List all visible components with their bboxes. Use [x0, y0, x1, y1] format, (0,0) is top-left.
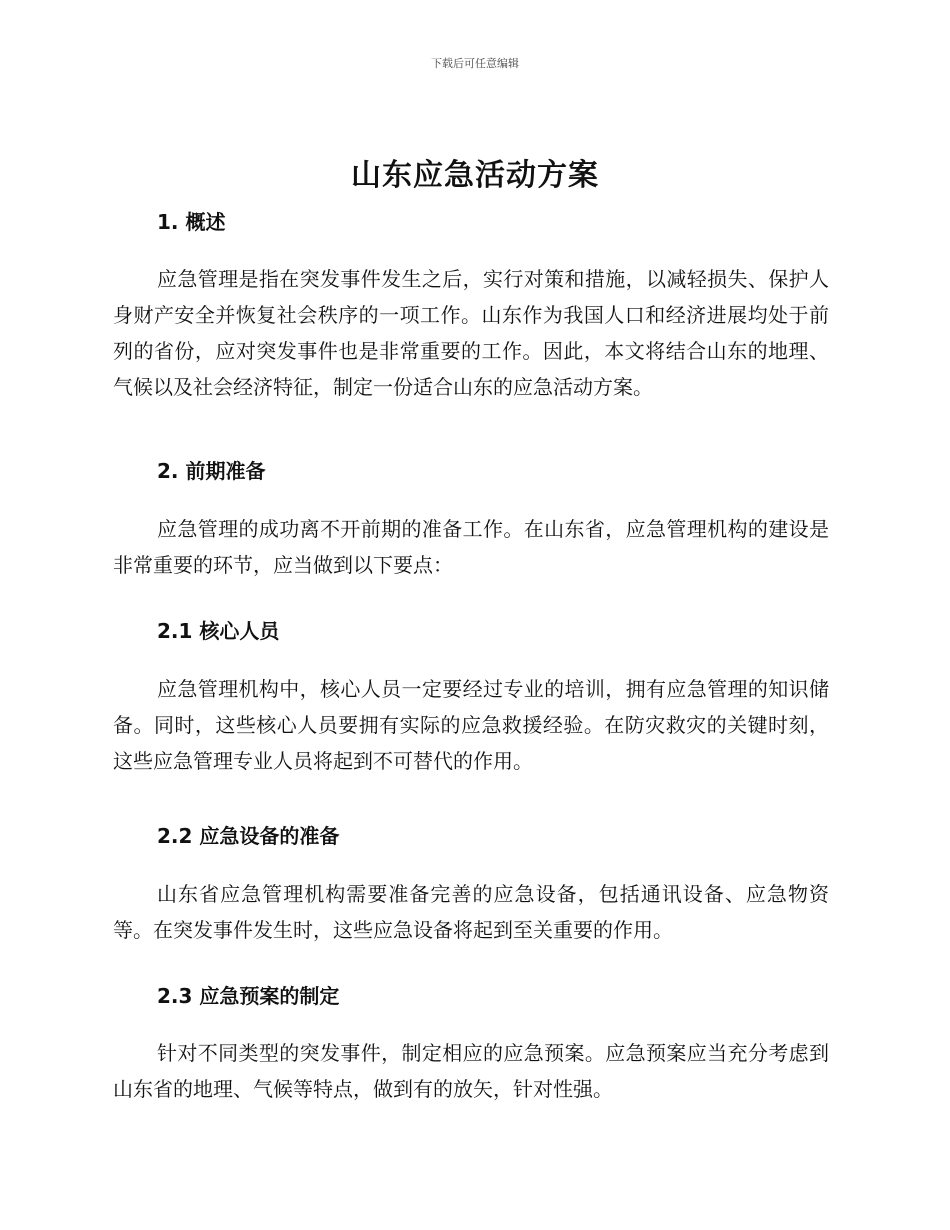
- section-heading-equipment: 2.2 应急设备的准备: [157, 824, 340, 848]
- section-body-core-personnel: 应急管理机构中，核心人员一定要经过专业的培训，拥有应急管理的知识储备。同时，这些核心人员要拥有实际的应急救援经验。在防灾救灾的关键时刻，这些应急管理专业人员将起到不可替代的作用。: [113, 677, 829, 773]
- section-heading-overview: 1. 概述: [157, 210, 226, 234]
- section-body-overview: 应急管理是指在突发事件发生之后，实行对策和措施，以减轻损失、保护人身财产安全并恢复社会秩序的一项工作。山东作为我国人口和经济进展均处于前列的省份，应对突发事件也是非常重要的工作。因此，本文将结合山东的地理、气候以及社会经济特征，制定一份适合山东的应急活动方案。: [113, 267, 829, 399]
- section-heading-plan-formulation: 2.3 应急预案的制定: [157, 984, 340, 1008]
- section-body-equipment: 山东省应急管理机构需要准备完善的应急设备，包括通讯设备、应急物资等。在突发事件发生时，这些应急设备将起到至关重要的作用。: [113, 882, 829, 942]
- section-heading-core-personnel: 2.1 核心人员: [157, 619, 280, 643]
- section-body-plan-formulation: 针对不同类型的突发事件，制定相应的应急预案。应急预案应当充分考虑到山东省的地理、气候等特点，做到有的放矢，针对性强。: [113, 1041, 829, 1101]
- section-heading-preparation: 2. 前期准备: [157, 459, 266, 483]
- header-note: 下载后可任意编辑: [431, 57, 519, 70]
- section-body-preparation: 应急管理的成功离不开前期的准备工作。在山东省，应急管理机构的建设是非常重要的环节，应当做到以下要点：: [113, 517, 829, 577]
- document-title: 山东应急活动方案: [351, 158, 599, 193]
